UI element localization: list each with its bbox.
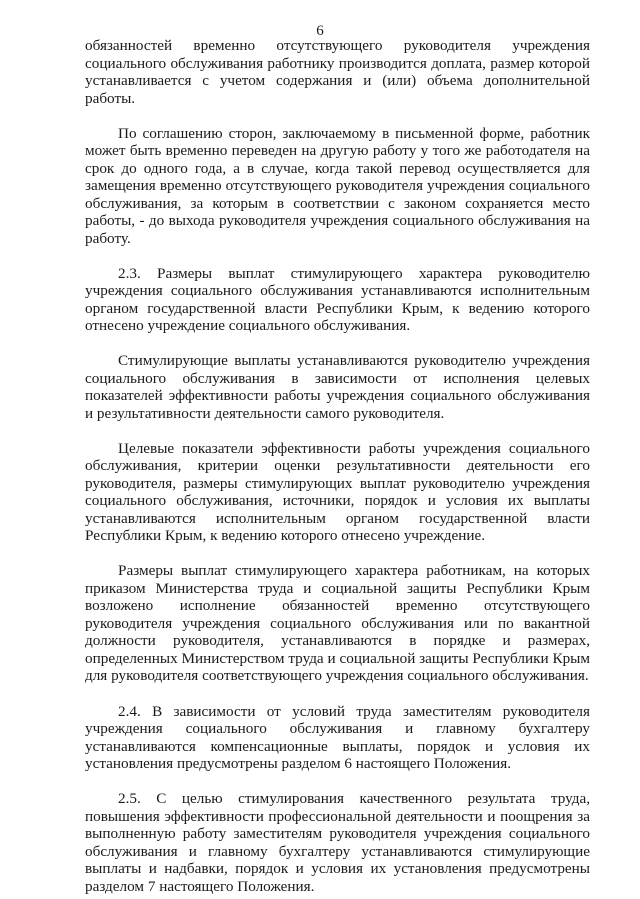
paragraph-stimulating-payments: Стимулирующие выплаты устанавливаются руководителю учреждения социального обслуживания в зависимости от исполнения целевых показателей эффективности работы учреждения социального обслуживания и результативности деятельности самого руководителя. [85,352,590,422]
paragraph-2-5: 2.5. С целью стимулирования качественного результата труда, повышения эффективности профессиональной деятельности и поощрения за выполненную работу заместителям руководителя учреждения социального обслуживания и главному бухгалтеру устанавливаются стимулирующие выплаты и надбавки, порядок и условия их установления предусмотрены разделом 7 настоящего Положения. [85,790,590,895]
paragraph-target-indicators: Целевые показатели эффективности работы учреждения социального обслуживания, критерии оценки результативности деятельности его руководителя, размеры стимулирующих выплат руководителю учреждения социального обслуживания, источники, порядок и условия их выплаты устанавливаются исполнительным органом государственной власти Республики Крым, к ведению которого отнесено учреждение. [85,439,590,545]
paragraph-temporary-transfer: По соглашению сторон, заключаемому в письменной форме, работник может быть временно переведен на другую работу у того же работодателя на срок до одного года, а в случае, когда такой перевод осуществляется для замещения временно отсутствующего руководителя учреждения социального обслуживания, за которым в соответствии с законом сохраняется место работы, - до выхода руководителя учреждения социального обслуживания на работу. [85,124,590,247]
paragraph-2-3: 2.3. Размеры выплат стимулирующего характера руководителю учреждения социального обслуживания устанавливаются исполнительным органом государственной власти Республики Крым, к ведению которого отнесено учреждение социального обслуживания. [85,264,590,335]
document-body [85,37,590,895]
paragraph-continuation: обязанностей временно отсутствующего руководителя учреждения социального обслуживания работнику производится доплата, размер которой устанавливается с учетом содержания и (или) объема дополнительной работы. [85,37,590,107]
page-number: 6 [316,23,324,39]
paragraph-2-4: 2.4. В зависимости от условий труда заместителям руководителя учреждения социального обслуживания и главному бухгалтеру устанавливаются компенсационные выплаты, порядок и условия их установления предусмотрены разделом 6 настоящего Положения. [85,702,590,773]
paragraph-acting-head-payments: Размеры выплат стимулирующего характера работникам, на которых приказом Министерства труда и социальной защиты Республики Крым возложено исполнение обязанностей временно отсутствующего руководителя учреждения социального обслуживания или по вакантной должности руководителя, устанавливаются в порядке и размерах, определенных Министерством труда и социальной защиты Республики Крым для руководителя соответствующего учреждения социального обслуживания. [85,562,590,685]
